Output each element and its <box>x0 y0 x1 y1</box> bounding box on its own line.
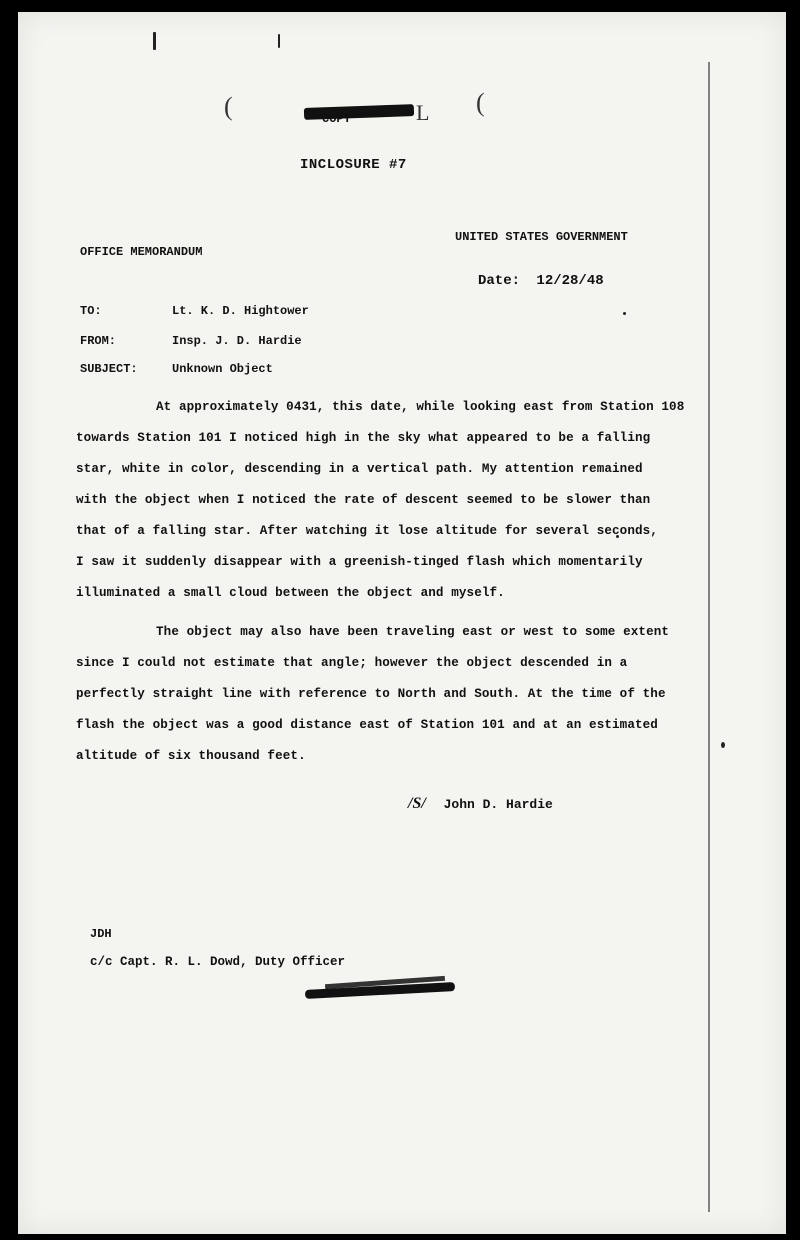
memo-page <box>18 12 786 1234</box>
signature-block <box>408 795 553 813</box>
paragraph1-line: At approximately 0431, this date, while looking east from Station 108 <box>156 400 685 414</box>
date-line <box>478 273 604 289</box>
paragraph2-line: altitude of six thousand feet. <box>76 749 306 763</box>
signature-mark: /S/ <box>408 795 426 812</box>
paragraph1-line: with the object when I noticed the rate of descent seemed to be slower than <box>76 493 651 507</box>
inclosure-heading: INCLOSURE #7 <box>300 157 407 173</box>
typist-initials: JDH <box>90 927 112 941</box>
scan-speck <box>721 742 725 748</box>
date-value: 12/28/48 <box>536 273 604 289</box>
redacted-bottom-stamp <box>305 980 465 1000</box>
from-label: FROM: <box>80 334 117 348</box>
paragraph1-line: that of a falling star. After watching it lose altitude for several seconds, <box>76 524 658 538</box>
subject-label: SUBJECT: <box>80 362 138 376</box>
scan-paren-left: ( <box>224 92 233 121</box>
date-label: Date: <box>478 273 521 289</box>
redacted-classification-stamp: L <box>304 104 432 126</box>
carbon-copy-line: c/c Capt. R. L. Dowd, Duty Officer <box>90 955 346 969</box>
to-row <box>80 304 309 318</box>
memo-body <box>76 392 685 772</box>
copy-label: COPY <box>322 112 351 126</box>
scan-edge-line-right <box>708 62 710 1212</box>
subject-row <box>80 362 273 376</box>
to-label: TO: <box>80 304 102 318</box>
paragraph2-line: flash the object was a good distance east of Station 101 and at an estimated <box>76 718 658 732</box>
scan-speck <box>278 34 280 48</box>
government-label: UNITED STATES GOVERNMENT <box>455 230 628 244</box>
scan-speck <box>623 312 626 315</box>
scan-paren-right: ( <box>476 88 485 117</box>
scan-speck <box>153 32 156 50</box>
paragraph1-line: star, white in color, descending in a vertical path. My attention remained <box>76 462 643 476</box>
paragraph2-line: since I could not estimate that angle; however the object descended in a <box>76 656 628 670</box>
office-memorandum-label: OFFICE MEMORANDUM <box>80 245 203 259</box>
paragraph1-line: illuminated a small cloud between the object and myself. <box>76 586 505 600</box>
paragraph1-line: towards Station 101 I noticed high in the sky what appeared to be a falling <box>76 431 651 445</box>
paragraph2-line: perfectly straight line with reference to North and South. At the time of the <box>76 687 666 701</box>
subject-value: Unknown Object <box>172 362 273 376</box>
paragraph1-line: I saw it suddenly disappear with a greenish-tinged flash which momentarily <box>76 555 643 569</box>
from-row <box>80 334 302 348</box>
to-value: Lt. K. D. Hightower <box>172 304 309 318</box>
signature-name: John D. Hardie <box>443 797 553 812</box>
from-value: Insp. J. D. Hardie <box>172 334 302 348</box>
paragraph2-line: The object may also have been traveling east or west to some extent <box>156 625 670 639</box>
